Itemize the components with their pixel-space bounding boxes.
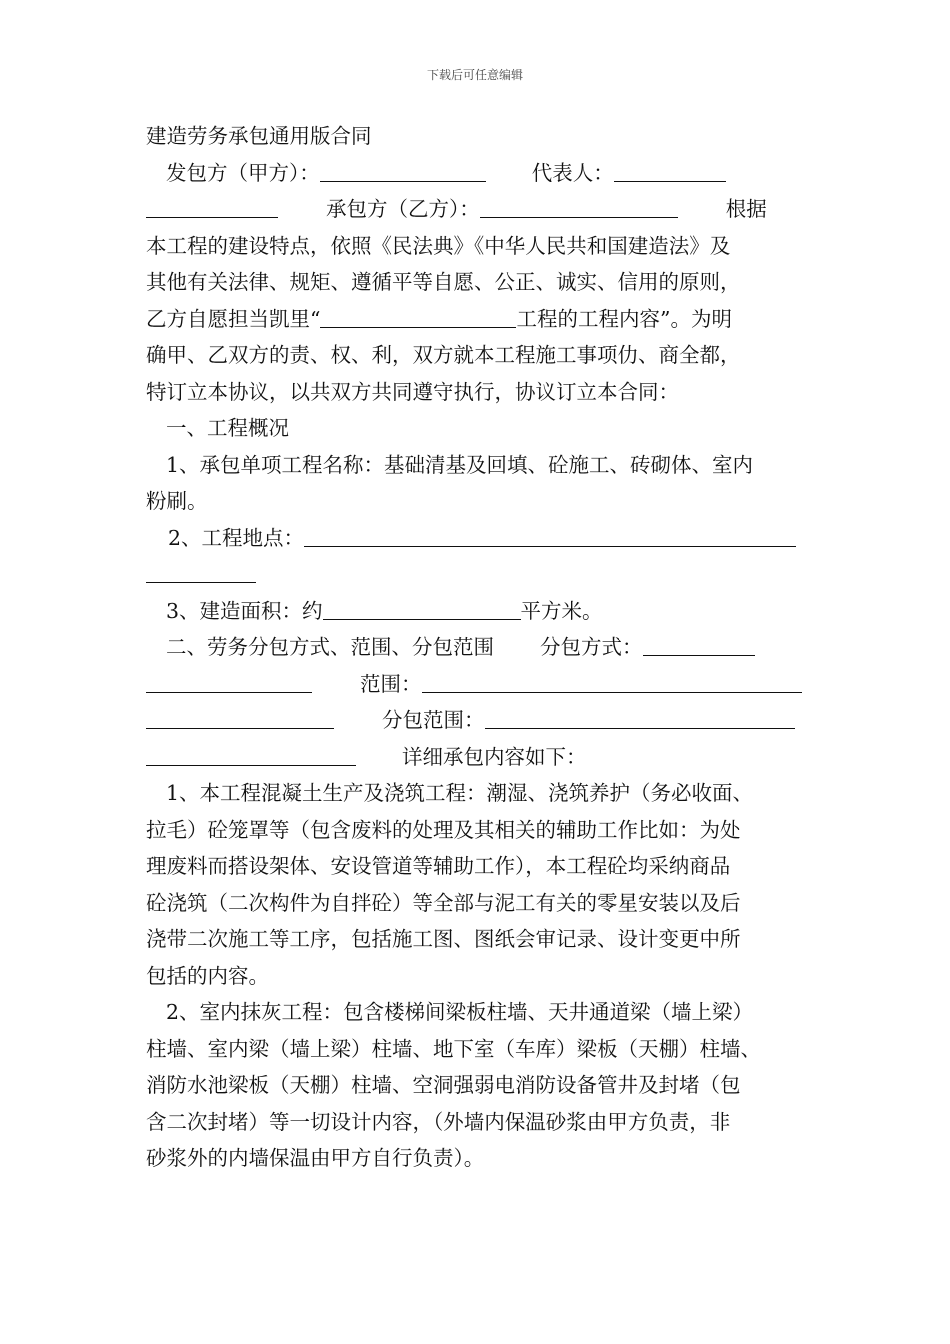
paragraph-line: 浇带二次施工等工序，包括施工图、图纸会审记录、设计变更中所: [146, 927, 741, 951]
range-blank-cont: [146, 706, 334, 729]
party-b-blank: [480, 195, 678, 218]
method-label: 分包方式：: [540, 635, 643, 659]
paragraph-line: 柱墙、室内梁（墙上梁）柱墙、地下室（车库）梁板（天棚）柱墙、: [146, 1036, 761, 1061]
representative-label: 代表人：: [531, 160, 614, 185]
location-label: 2、工程地点：: [168, 525, 305, 550]
text-line: 其他有关法律、规矩、遵循平等自愿、公正、诚实、信用的原则，: [146, 270, 741, 294]
range-line: [146, 666, 808, 703]
item-line: 粉刷。: [146, 489, 208, 513]
text-line: 确甲、乙双方的责、权、利，双方就本工程施工事项仂、商全都，: [146, 343, 741, 367]
paragraph-line: 1、本工程混凝土生产及浇筑工程：潮湿、浇筑养护（务必收面、: [166, 781, 754, 805]
party-b-label: 承包方（乙方）：: [326, 197, 480, 221]
paragraph-line: 拉毛）砼笼罩等（包含废料的处理及其相关的辅助工作比如：为处: [146, 817, 741, 842]
text-line: 本工程的建设特点，依照《民法典》《中华人民共和国建造法》及: [146, 233, 731, 258]
area-label: 3、建造面积：约: [166, 598, 323, 623]
party-a-line: [146, 155, 808, 192]
section-heading-2: [146, 629, 808, 666]
detail-label: 详细承包内容如下：: [402, 744, 587, 769]
paragraph-line: 理废料而搭设架体、安设管道等辅助工作），本工程砼均采纳商品: [146, 854, 731, 878]
area-line: [146, 593, 808, 630]
project-suffix: 工程的工程内容”。为明: [516, 306, 732, 331]
page-header-note: 下载后可任意编辑: [426, 68, 523, 82]
range-label: 范围：: [360, 671, 422, 696]
scope-blank: [485, 706, 795, 729]
project-line: [146, 301, 808, 338]
location-line: [146, 520, 808, 557]
area-unit: 平方米。: [520, 598, 603, 623]
project-name-blank: [320, 305, 516, 328]
text-line: 特订立本协议，以共双方共同遵守执行，协议订立本合同：: [146, 379, 679, 404]
detail-line: [146, 739, 808, 776]
section-heading-text: 二、劳务分包方式、范围、分包范围: [166, 635, 494, 659]
paragraph-line: 2、室内抹灰工程：包含楼梯间梁板柱墙、天井通道梁（墙上梁）: [166, 1000, 754, 1024]
location-line-cont: [146, 556, 808, 593]
location-blank-cont: [146, 560, 256, 583]
range-blank: [422, 670, 802, 693]
document-title: 建造劳务承包通用版合同: [146, 124, 372, 148]
paragraph-line: 含二次封堵）等一切设计内容，（外墙内保温砂浆由甲方负责，非: [146, 1109, 731, 1134]
paragraph-line: 消防水池梁板（天棚）柱墙、空洞强弱电消防设备管井及封堵（包: [146, 1073, 741, 1097]
scope-label: 分包范围：: [382, 708, 485, 732]
scope-line: [146, 702, 808, 739]
contract-body: [146, 118, 808, 1177]
area-blank: [323, 597, 521, 620]
party-b-line: [146, 191, 808, 228]
party-a-label: 发包方（甲方）：: [166, 160, 320, 185]
paragraph-line: 包括的内容。: [146, 963, 269, 988]
paragraph-line: 砼浇筑（二次构件为自拌砼）等全部与泥工有关的零星安装以及后: [146, 890, 741, 915]
section-heading: 一、工程概况: [166, 416, 289, 440]
party-a-blank: [320, 159, 486, 182]
item-line: 1、承包单项工程名称：基础清基及回填、砼施工、砖砌体、室内: [166, 452, 754, 477]
paragraph-line: 砂浆外的内墙保温由甲方自行负责）。: [146, 1146, 485, 1170]
scope-blank-cont: [146, 743, 356, 766]
representative-blank-cont: [146, 195, 278, 218]
method-blank: [643, 633, 755, 656]
project-label: 乙方自愿担当凯里“: [146, 306, 321, 331]
basis-text: 根据: [725, 197, 767, 221]
method-blank-cont: [146, 670, 312, 693]
representative-blank: [614, 159, 726, 182]
location-blank: [304, 524, 796, 547]
